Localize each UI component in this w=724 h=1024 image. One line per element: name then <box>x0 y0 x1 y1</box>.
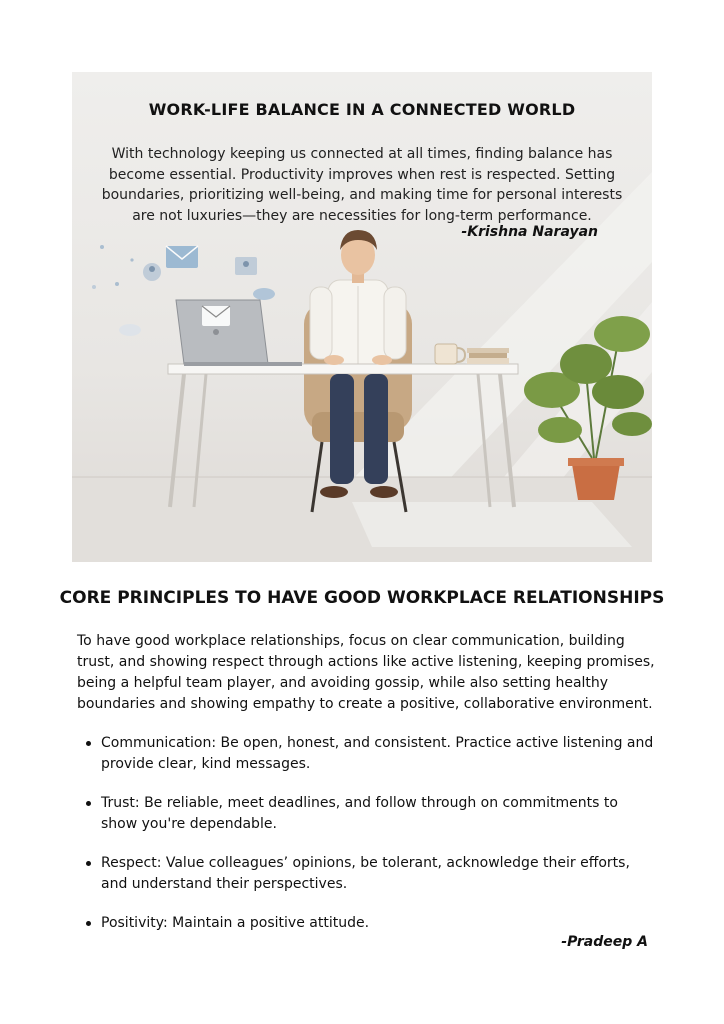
signoff-author: -Pradeep A <box>561 934 648 950</box>
hero-quote: With technology keeping us connected at all times, finding balance has become essential. Productivity improves when rest is respected. Setting boundaries, prioritizing well-being, and making time for personal interests are not luxuries—they are necessities for long-term performance. <box>101 146 623 224</box>
hero-panel <box>72 72 652 562</box>
bullet-icon <box>86 801 91 806</box>
section-title: CORE PRINCIPLES TO HAVE GOOD WORKPLACE RELATIONSHIPS <box>59 588 665 608</box>
bullet-icon <box>86 741 91 746</box>
bullet-icon <box>86 921 91 926</box>
principles-list <box>77 733 657 952</box>
list-item <box>77 913 657 934</box>
bullet-icon <box>86 861 91 866</box>
intro-paragraph: To have good workplace relationships, focus on clear communication, building trust, and showing respect through actions like active listening, keeping promises, being a helpful team player, and avoiding gossip, while also setting healthy boundaries and showing empathy to create a positive, collaborative environment. <box>77 633 655 712</box>
hero-author: -Krishna Narayan <box>461 224 598 240</box>
list-item-text: Respect: Value colleagues’ opinions, be tolerant, acknowledge their efforts, and understand their perspectives. <box>101 855 630 892</box>
hero-title: WORK-LIFE BALANCE IN A CONNECTED WORLD <box>148 100 576 119</box>
list-item-text: Communication: Be open, honest, and consistent. Practice active listening and provide clear, kind messages. <box>101 735 654 772</box>
list-item <box>77 733 657 775</box>
list-item <box>77 853 657 895</box>
list-item <box>77 793 657 835</box>
list-item-text: Positivity: Maintain a positive attitude. <box>101 915 370 931</box>
list-item-text: Trust: Be reliable, meet deadlines, and follow through on commitments to show you're dependable. <box>101 795 618 832</box>
